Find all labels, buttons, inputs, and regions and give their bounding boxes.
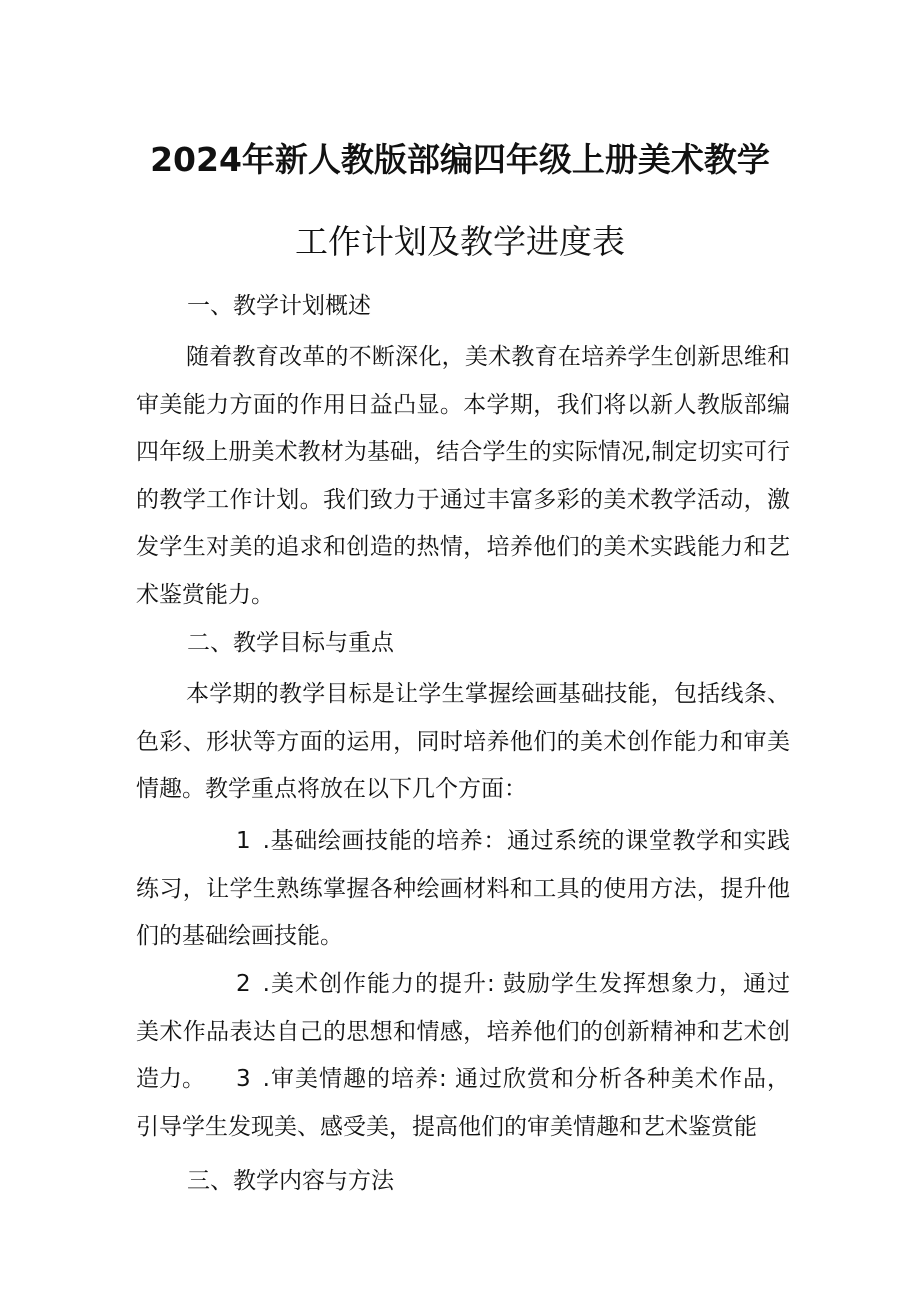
list-item-text: .审美情趣的培养: 通过欣赏和分析各种美术作品，引导学生发现美、感受美，提高他们的审美情趣和艺术鉴赏能 [136, 1066, 790, 1140]
section-heading-goals: 二、教学目标与重点 [187, 630, 394, 656]
section-heading-content-methods: 三、教学内容与方法 [187, 1168, 394, 1194]
list-item-number: 3 [236, 1066, 251, 1092]
document-title-line2: 工作计划及教学进度表 [295, 222, 625, 261]
list-item-text: .基础绘画技能的培养：通过系统的课堂教学和实践练习，让学生熟练掌握各种绘画材料和工具的使用方法，提升他们的基础绘画技能。 [136, 828, 790, 949]
document-title-line1: 2024年新人教版部编四年级上册美术教学 [150, 140, 770, 179]
section-paragraph-goals: 本学期的教学目标是让学生掌握绘画基础技能，包括线条、色彩、形状等方面的运用，同时培养他们的美术创作能力和审美情趣。教学重点将放在以下几个方面： [136, 681, 790, 802]
list-item [136, 1056, 790, 1151]
section-paragraph-overview: 随着教育改革的不断深化，美术教育在培养学生创新思维和审美能力方面的作用日益凸显。本学期，我们将以新人教版部编四年级上册美术教材为基础，结合学生的实际情况,制定切实可行的教学工作计划。我们致力于通过丰富多彩的美术教学活动，激发学生对美的追求和创造的热情，培养他们的美术实践能力和艺术鉴赏能力。 [136, 344, 790, 608]
list-item [136, 818, 790, 961]
list-item-number: 2 [236, 971, 251, 997]
section-heading-overview: 一、教学计划概述 [187, 293, 371, 319]
list-item-text: .美术创作能力的提升: 鼓励学生发挥想象力，通过美术作品表达自己的思想和情感，培养他们的创新精神和艺术创造力。 [136, 971, 790, 1092]
list-item-number: 1 [236, 828, 251, 854]
